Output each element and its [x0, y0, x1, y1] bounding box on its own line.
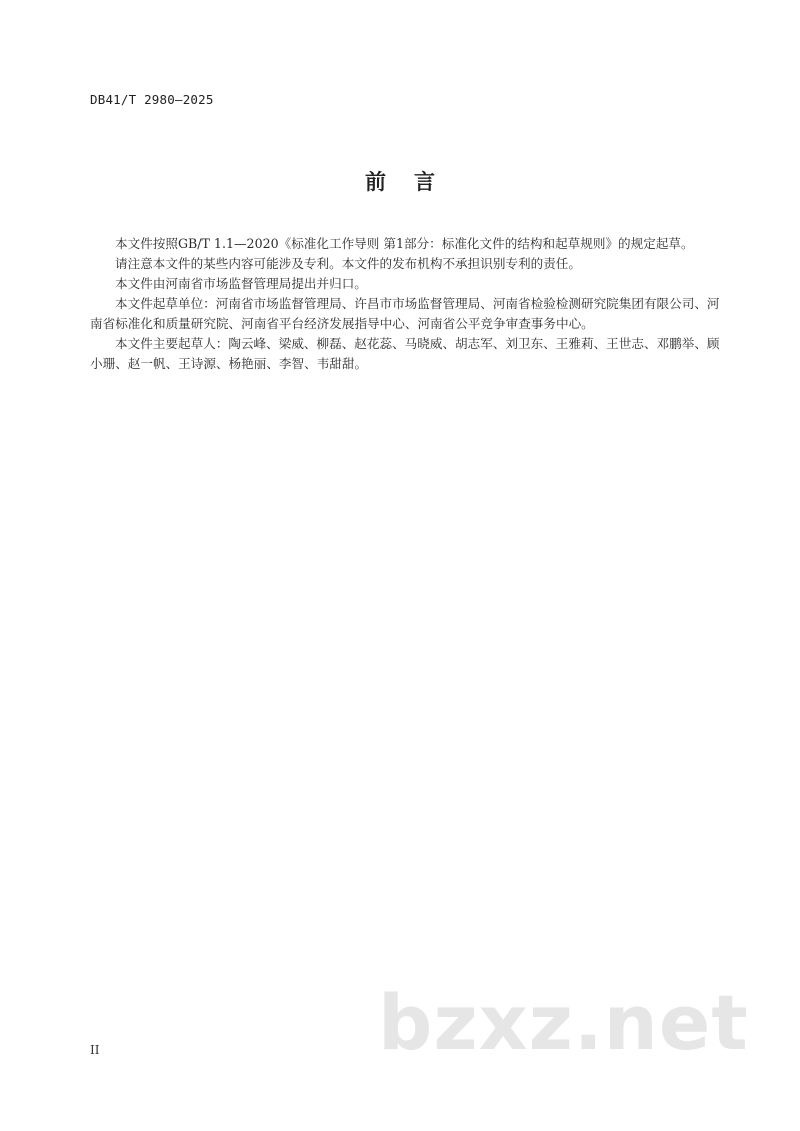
paragraph-drafting-rules: 本文件按照GB/T 1.1—2020《标准化工作导则 第1部分：标准化文件的结构和起草规则》的规定起草。 — [115, 236, 694, 251]
paragraph-drafting-units: 本文件起草单位：河南省市场监督管理局、许昌市市场监督管理局、河南省检验检测研究院集团有限公司、河南省标准化和质量研究院、河南省平台经济发展指导中心、河南省公平竞争审查事务中心。 — [90, 296, 720, 331]
paragraph-patent-notice: 请注意本文件的某些内容可能涉及专利。本文件的发布机构不承担识别专利的责任。 — [115, 256, 581, 271]
watermark-logo: bzxz.net — [378, 978, 749, 1067]
paragraph-proposer: 本文件由河南省市场监督管理局提出并归口。 — [115, 276, 367, 291]
page-number: II — [90, 1043, 100, 1057]
section-title: 前言 — [365, 170, 463, 194]
paragraph-drafters: 本文件主要起草人：陶云峰、梁威、柳磊、赵花蕊、马晓威、胡志军、刘卫东、王雅莉、王世志、邓鹏举、顾小珊、赵一帆、王诗源、杨艳丽、李智、韦甜甜。 — [90, 336, 720, 371]
foreword-body — [90, 234, 720, 374]
document-code: DB41/T 2980—2025 — [90, 92, 214, 107]
